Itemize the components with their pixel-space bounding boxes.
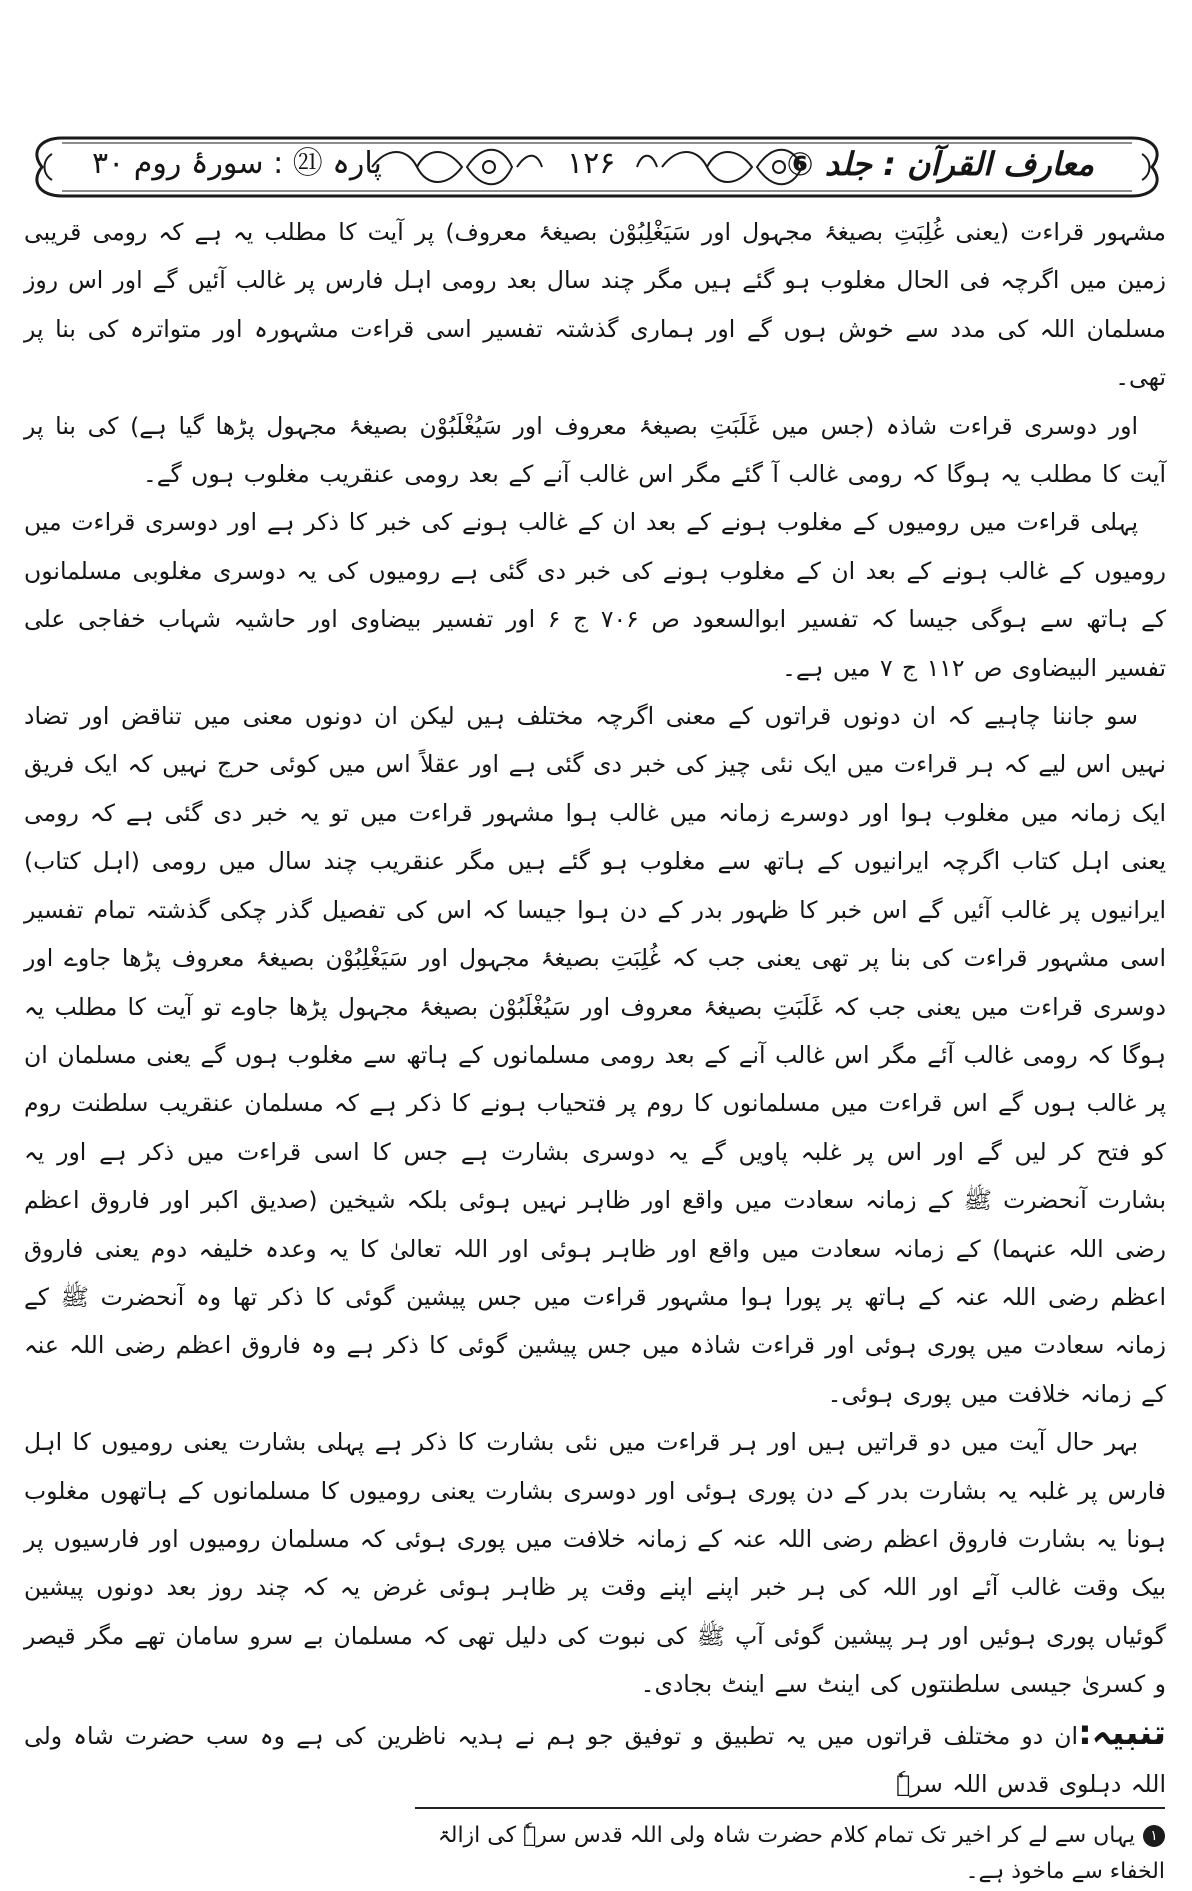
paragraph-3: پہلی قراءت میں رومیوں کے مغلوب ہونے کے بعد ان کے غالب ہونے کی خبر کا ذکر ہے اور دوسری قراءت میں رومیوں کے غالب ہونے کے بعد ان کے مغلوب ہونے کی خبر دی گئی ہے رومیوں کی یہ دوسری مغلوبی مسلمانوں کے ہاتھ سے ہوگی جیسا کہ تفسیر ابوالسعود ص ۷۰۶ ج ۶ اور تفسیر بیضاوی اور حاشیہ شہاب خفاجی علی تفسیر البیضاوی ص ۱۱۲ ج ۷ میں ہے۔: [24, 508, 1167, 682]
paragraph-1: مشہور قراءت (یعنی غُلِبَتِ بصیغۂ مجہول اور سَیَغْلِبُوْن بصیغۂ معروف) پر آیت کا مطلب یہ ہے کہ رومی قریبی زمین میں اگرچہ فی الحال مغلوب ہو گئے ہیں مگر چند سال بعد رومی اہل فارس پر غالب آئیں گے اور اس روز مسلمان اللہ کی مدد سے خوش ہوں گے اور ہماری گذشتہ تفسیر اسی قراءت مشہورہ اور متواترہ کی بنا پر تھی۔: [24, 218, 1166, 392]
paragraph-2: اور دوسری قراءت شاذہ (جس میں غَلَبَتِ بصیغۂ معروف اور سَیُغْلَبُوْن بصیغۂ مجہول پڑھا گیا ہے) کی بنا پر آیت کا مطلب یہ ہوگا کہ رومی غالب آ گئے مگر اس غالب آنے کے بعد رومی عنقریب مغلوب ہوں گے۔: [24, 411, 1166, 489]
footnote-text: یہاں سے لے کر اخیر تک تمام کلام حضرت شاہ ولی اللہ قدس سرہٗ کی ازالۃ الخفاء سے ماخوذ ہے۔: [437, 1823, 1165, 1884]
body-text: [24, 208, 1166, 1808]
book-volume-title: معارف القرآن : جلد ⑥: [786, 145, 1094, 183]
paragraph-5: بہر حال آیت میں دو قراتیں ہیں اور ہر قراءت میں نئی بشارت کا ذکر ہے پہلی بشارت یعنی رومیوں کا اہل فارس پر غلبہ یہ بشارت بدر کے دن پوری ہوئی اور دوسری بشارت یعنی رومیوں کا مسلمانوں کے ہاتھوں مغلوب ہونا یہ بشارت فاروق اعظم رضی اللہ عنہ کے زمانہ خلافت میں پوری ہوئی کہ مسلمان رومیوں اور فارسیوں پر بیک وقت غالب آئے اور اللہ کی ہر خبر اپنے اپنے وقت پر ظاہر ہوئی غرض یہ کہ چند روز بعد دونوں پیشین گوئیاں پوری ہوئیں اور ہر پیشین گوئی آپ ﷺ کی نبوت کی دلیل تھی کہ مسلمان بے سرو سامان تھے مگر قیصر و کسریٰ جیسی سلطنتوں کی اینٹ سے اینٹ بجادی۔: [24, 1428, 1166, 1699]
para-surah-label: پارہ ㉑ : سورۂ روم ۳۰: [92, 146, 382, 181]
footnote-divider: [415, 1807, 1165, 1809]
paragraph-4: سو جاننا چاہیے کہ ان دونوں قراتوں کے معنی اگرچہ مختلف ہیں لیکن ان دونوں معنی میں تناقض اور تضاد نہیں اس لیے کہ ہر قراءت میں ایک نئی چیز کی خبر دی گئی ہے اور عقلاً اس میں کوئی حرج نہیں کہ ایک فریق ایک زمانہ میں مغلوب ہوا اور دوسرے زمانہ میں غالب ہوا مشہور قراءت میں تو یہ خبر دی گئی ہے کہ رومی یعنی اہل کتاب اگرچہ ایرانیوں کے ہاتھ سے مغلوب ہو گئے ہیں مگر عنقریب چند سال میں رومی (اہل کتاب) ایرانیوں پر غالب آئیں گے اس خبر کا ظہور بدر کے دن ہوا جیسا کہ اس کی تفصیل گذر چکی گذشتہ تمام تفسیر اسی مشہور قراءت کی بنا پر تھی یعنی جب کہ غُلِبَتِ بصیغۂ مجہول اور سَیَغْلِبُوْن بصیغۂ معروف پڑھا جاوے اور دوسری قراءت میں یعنی جب کہ غَلَبَتِ بصیغۂ معروف اور سَیُغْلَبُوْن بصیغۂ مجہول پڑھا جاوے تو آیت کا مطلب یہ ہوگا کہ رومی غالب آئے مگر اس غالب آنے کے بعد رومی مسلمانوں کے ہاتھ سے مغلوب ہوں گے یعنی مسلمان ان پر غالب ہوں گے اس قراءت میں مسلمانوں کا روم پر فتحیاب ہونے کا ذکر ہے کہ مسلمان عنقریب سلطنت روم کو فتح کر لیں گے اور اس پر غلبہ پاویں گے یہ دوسری بشارت ہے جس کا اسی قراءت میں ذکر ہے اور یہ بشارت آنحضرت ﷺ کے زمانہ سعادت میں واقع اور ظاہر نہیں ہوئی بلکہ شیخین (صدیق اکبر اور فاروق اعظم رضی اللہ عنہما) کے زمانہ سعادت میں واقع اور ظاہر ہوئی اور اللہ تعالیٰ کا یہ وعدہ خلیفہ دوم یعنی فاروق اعظم رضی اللہ عنہ کے ہاتھ پر پورا ہوا مشہور قراءت میں جس پیشین گوئی کا ذکر تھا وہ آنحضرت ﷺ کے زمانہ سعادت میں پوری ہوئی اور قراءت شاذہ میں جس پیشین گوئی کا ذکر ہے وہ فاروق اعظم رضی اللہ عنہ کے زمانہ خلافت میں پوری ہوئی۔: [24, 702, 1166, 1408]
footnote-marker: ۱: [1143, 1825, 1165, 1847]
footnote: [380, 1818, 1165, 1890]
page-number: ۱۲۶: [567, 146, 616, 181]
page-header: [22, 132, 1172, 202]
tanbih-title: تنبیہ:: [1078, 1712, 1166, 1753]
tanbih-note: [24, 1709, 1166, 1809]
tanbih-text: ان دو مختلف قراتوں میں یہ تطبیق و توفیق جو ہم نے ہدیہ ناظرین کی ہے وہ سب حضرت شاہ ولی اللہ دہلوی قدس اللہ سرہٗ: [24, 1721, 1166, 1798]
